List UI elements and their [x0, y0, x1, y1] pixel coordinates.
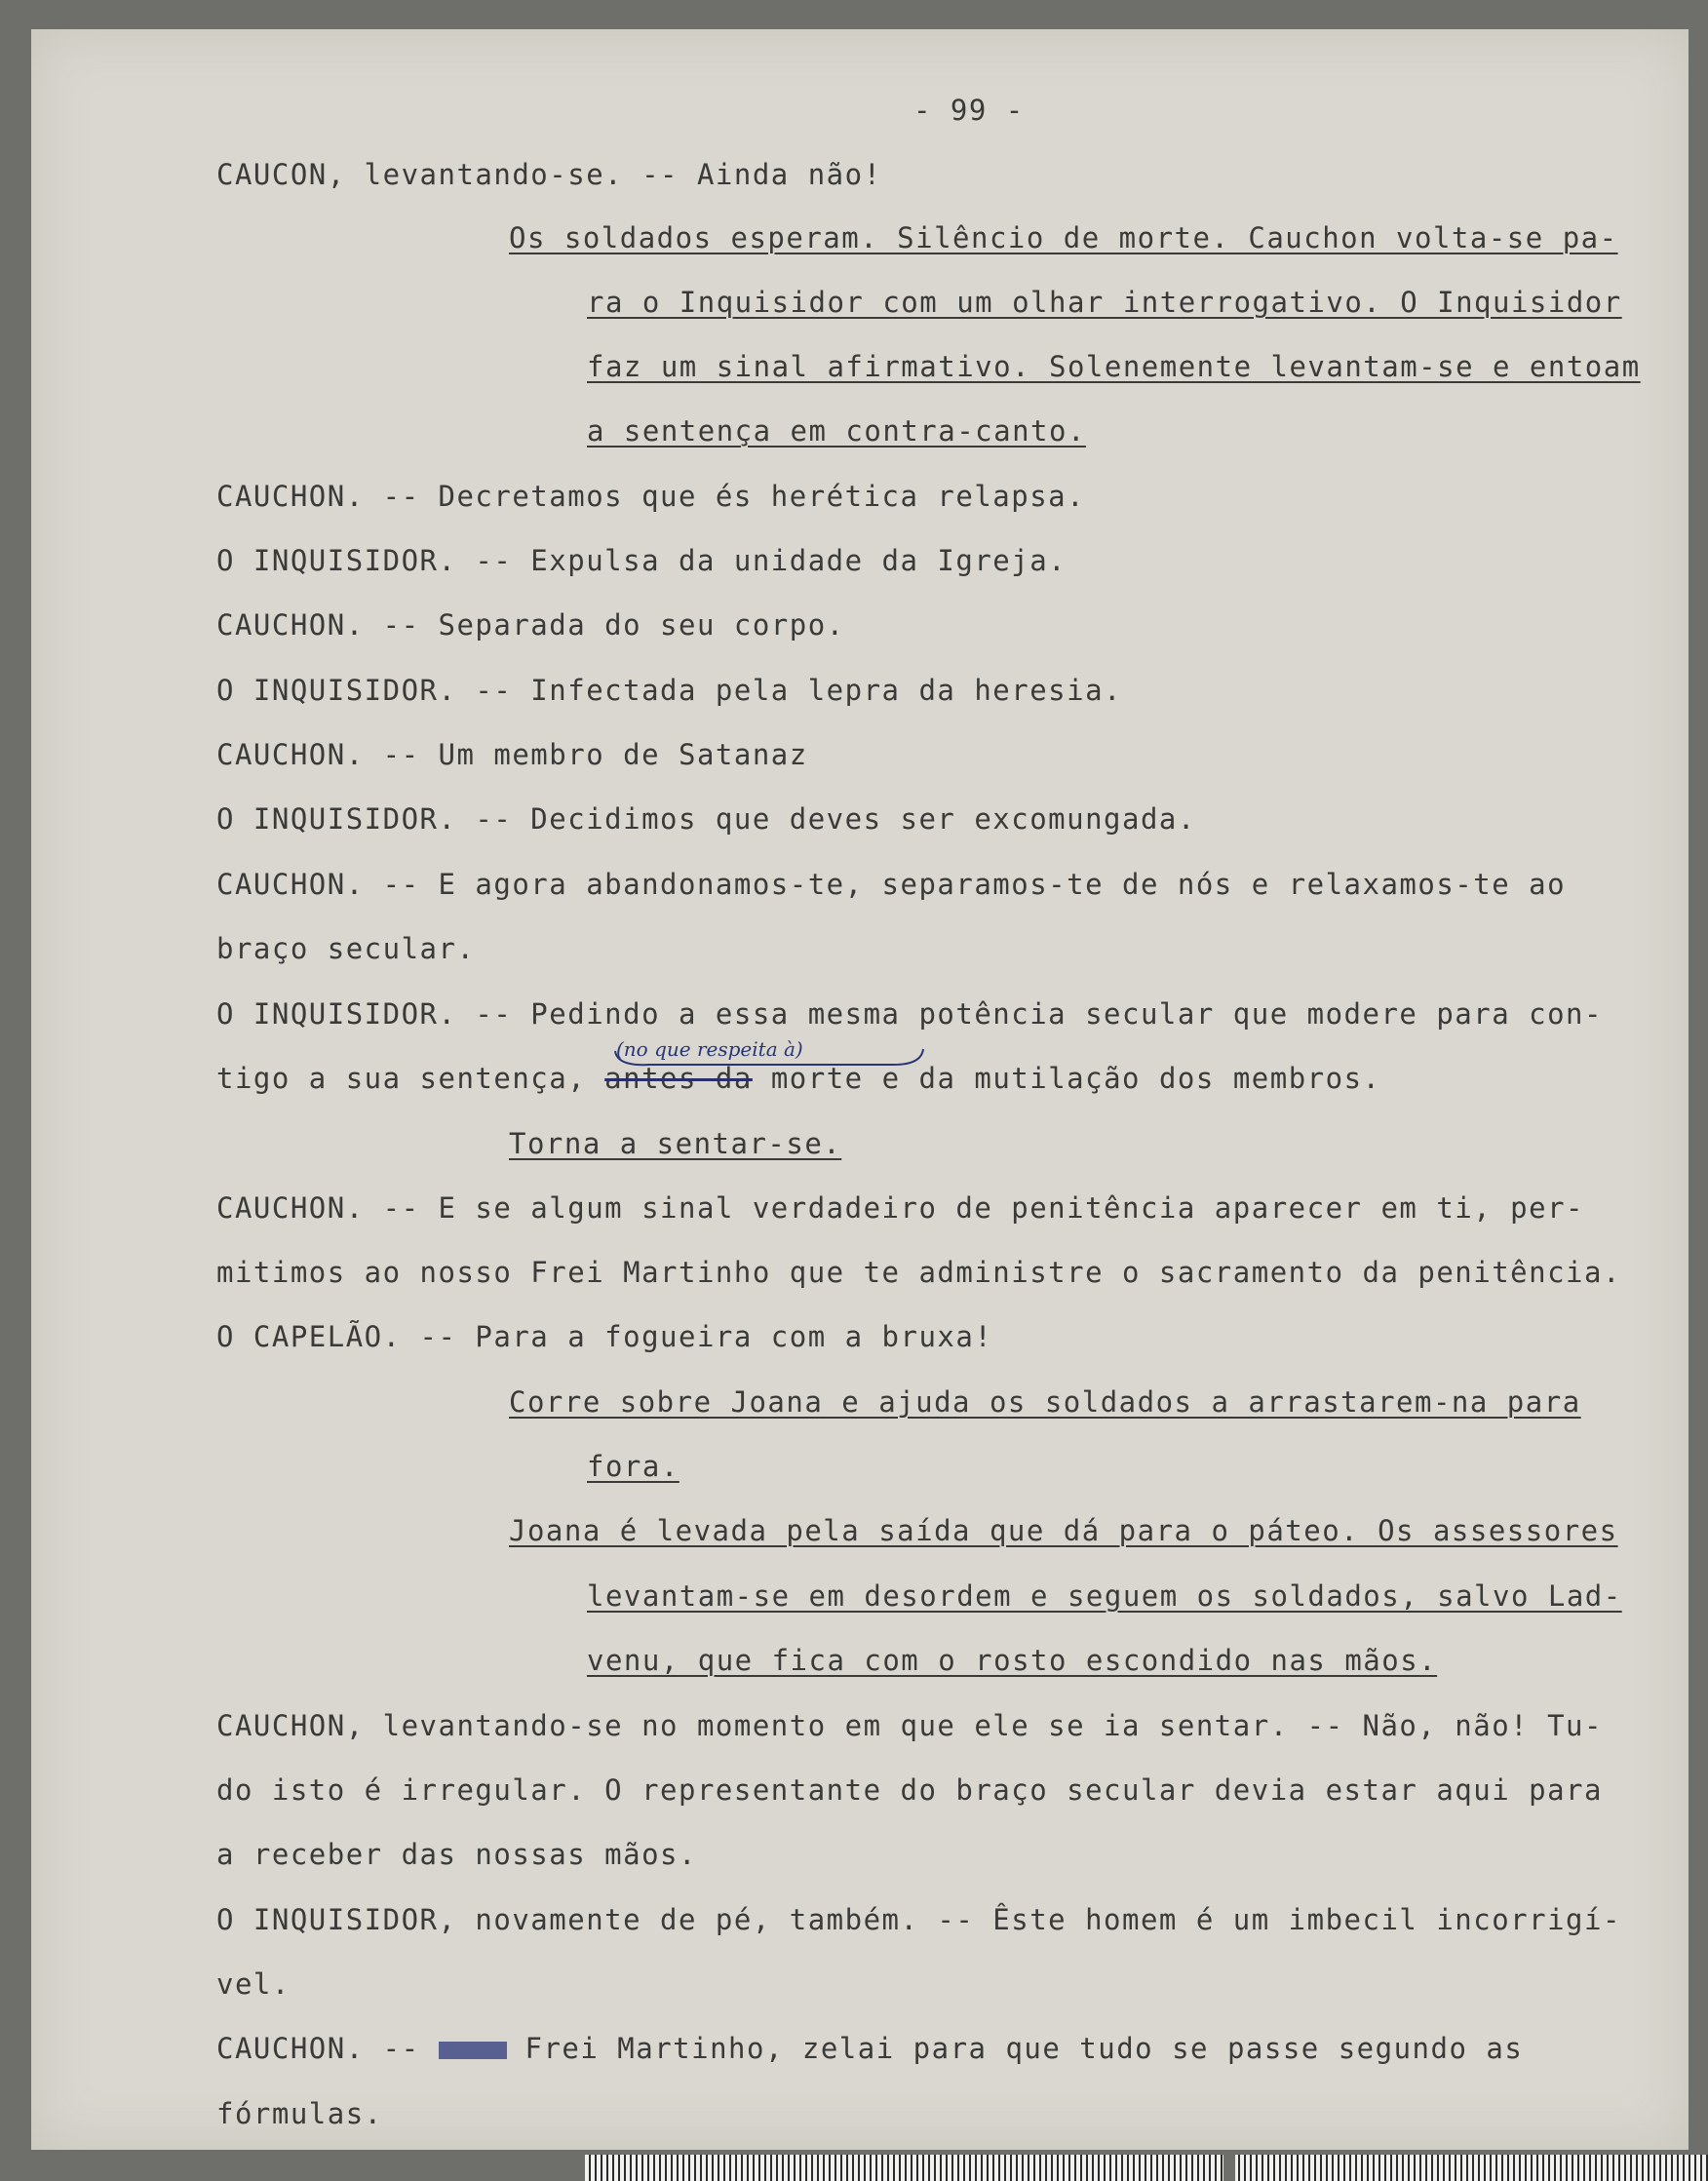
page-content [31, 29, 1689, 2150]
dialogue-line-18: mitimos ao nosso Frei Martinho que te administre o sacramento da penitência. [216, 1256, 1621, 1289]
page-number: - 99 - [913, 94, 1025, 127]
stage-direction-line-21: fora. [587, 1450, 679, 1483]
dialogue-line-30 [216, 2031, 1523, 2066]
stage-direction-line-20: Corre sobre Joana e ajuda os soldados a arrastarem-na para [509, 1385, 1581, 1419]
dialogue-line-13: braço secular. [216, 932, 476, 965]
struck-out-words: antes da [604, 1062, 753, 1095]
line-01: CAUCON, levantando-se. -- Ainda não! [216, 158, 882, 191]
dialogue-line-28: O INQUISIDOR, novamente de pé, também. -- Êste homem é um imbecil incorrigí- [216, 1903, 1621, 1936]
dialogue-line-12: CAUCHON. -- E agora abandonamos-te, separamos-te de nós e relaxamos-te ao [216, 868, 1567, 901]
dialogue-line-08: CAUCHON. -- Separada do seu corpo. [216, 608, 845, 642]
scan-scale-bar [585, 2155, 1708, 2181]
dialogue-line-27: a receber das nossas mãos. [216, 1838, 697, 1871]
stage-direction-line-05: a sentença em contra-canto. [587, 414, 1086, 448]
dialogue-line-17: CAUCHON. -- E se algum sinal verdadeiro de penitência aparecer em ti, per- [216, 1191, 1585, 1225]
dialogue-line-19: O CAPELÃO. -- Para a fogueira com a bruxa! [216, 1320, 993, 1353]
line-30-text: Frei Martinho, zelai para que tudo se passe segundo as [524, 2032, 1524, 2065]
handwritten-insertion-note: (no que respeita à) [616, 1037, 803, 1061]
typescript-page [31, 29, 1689, 2150]
dialogue-line-07: O INQUISIDOR. -- Expulsa da unidade da Igreja. [216, 544, 1068, 577]
dialogue-line-10: CAUCHON. -- Um membro de Satanaz [216, 738, 808, 771]
stage-direction-line-04: faz um sinal afirmativo. Solenemente levantam-se e entoam [587, 350, 1641, 383]
scale-bar-gap [1223, 2155, 1235, 2181]
stage-direction-line-22: Joana é levada pela saída que dá para o páteo. Os assessores [509, 1514, 1618, 1547]
stage-direction-line-23: levantam-se em desordem e seguem os soldados, salvo Lad- [587, 1579, 1622, 1613]
dialogue-line-06: CAUCHON. -- Decretamos que és herética relapsa. [216, 480, 1086, 513]
dialogue-line-31: fórmulas. [216, 2097, 383, 2130]
stage-direction-line-24: venu, que fica com o rosto escondido nas mãos. [587, 1644, 1438, 1677]
line-15-end: morte e da mutilação dos membros. [770, 1062, 1381, 1095]
line-15-start: tigo a sua sentença, [216, 1062, 587, 1095]
ink-scribble-mark [439, 2042, 507, 2059]
stage-direction-line-16: Torna a sentar-se. [509, 1127, 842, 1160]
dialogue-line-14: O INQUISIDOR. -- Pedindo a essa mesma potência secular que modere para con- [216, 997, 1603, 1031]
dialogue-line-09: O INQUISIDOR. -- Infectada pela lepra da heresia. [216, 674, 1123, 707]
dialogue-line-15 [216, 1061, 1381, 1096]
dialogue-line-11: O INQUISIDOR. -- Decidimos que deves ser excomungada. [216, 802, 1196, 836]
stage-direction-line-02: Os soldados esperam. Silêncio de morte. Cauchon volta-se pa- [509, 221, 1618, 254]
line-30-speaker: CAUCHON. -- [216, 2032, 420, 2065]
stage-direction-line-03: ra o Inquisidor com um olhar interrogativo. O Inquisidor [587, 286, 1622, 319]
dialogue-line-26: do isto é irregular. O representante do braço secular devia estar aqui para [216, 1773, 1603, 1807]
dialogue-line-25: CAUCHON, levantando-se no momento em que ele se ia sentar. -- Não, não! Tu- [216, 1709, 1603, 1742]
dialogue-line-29: vel. [216, 1967, 291, 2001]
